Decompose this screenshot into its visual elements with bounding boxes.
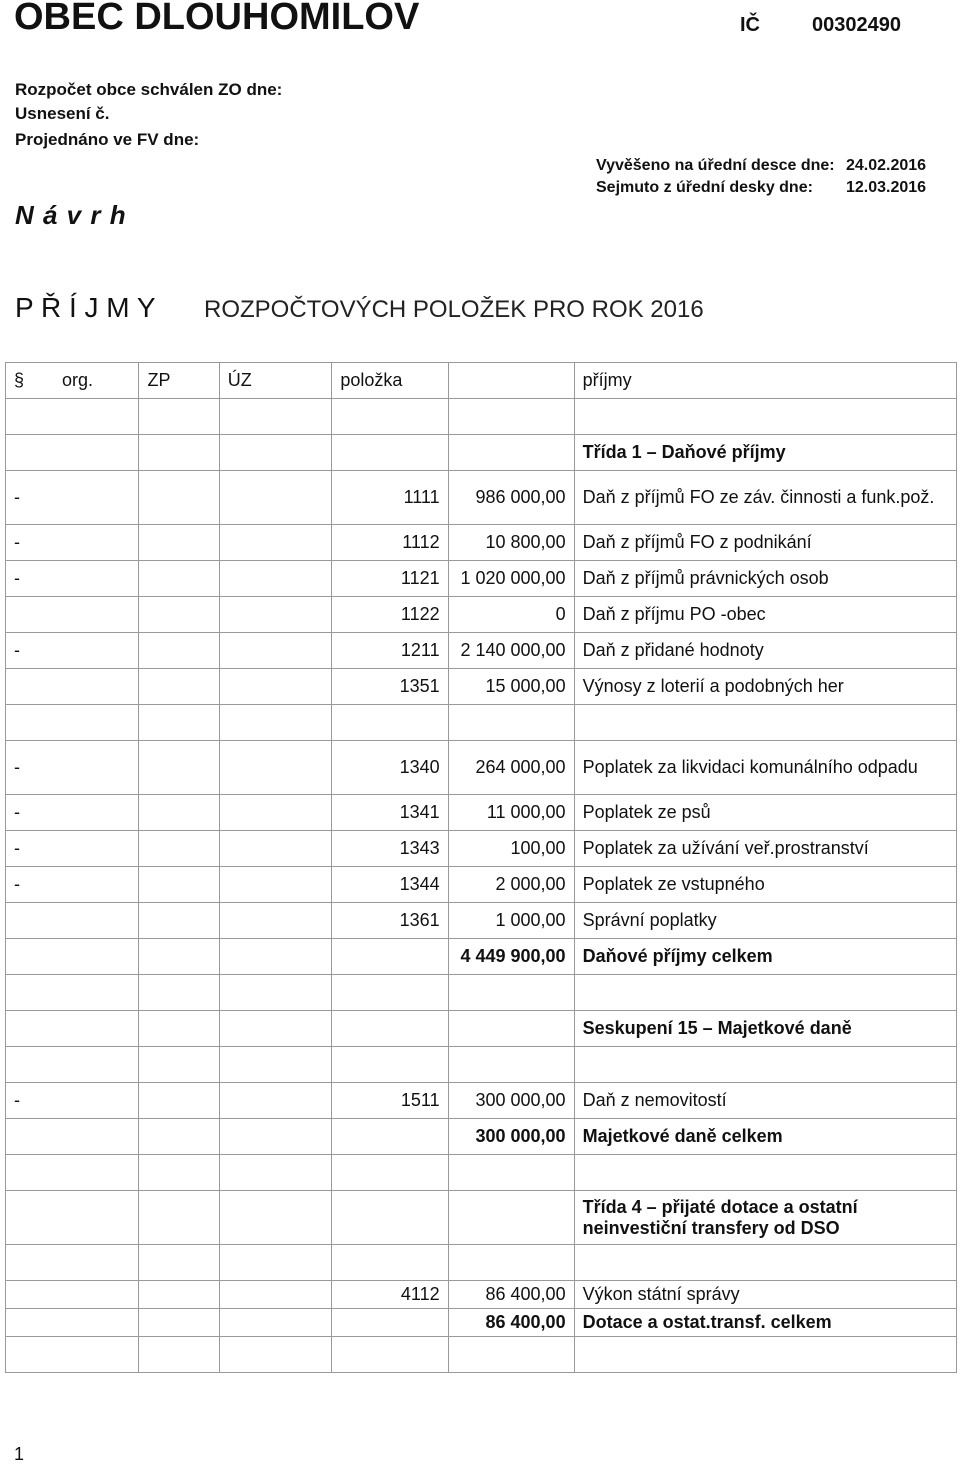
cell-desc: Poplatek za likvidaci komunálního odpadu xyxy=(574,741,956,795)
cell-pol xyxy=(332,705,448,741)
cell-dash xyxy=(6,705,139,741)
cell-dash xyxy=(6,903,139,939)
table-header-row xyxy=(6,363,957,399)
cell-empty xyxy=(219,1083,332,1119)
cell-desc: Daň z příjmu PO -obec xyxy=(574,597,956,633)
table-row xyxy=(6,1245,957,1281)
cell-empty xyxy=(219,795,332,831)
cell-pol: 4112 xyxy=(332,1281,448,1309)
cell-empty xyxy=(139,831,219,867)
table-row xyxy=(6,939,957,975)
cell-amount: 2 000,00 xyxy=(448,867,574,903)
table-row xyxy=(6,795,957,831)
cell-empty xyxy=(219,597,332,633)
cell-pol: 1211 xyxy=(332,633,448,669)
cell-amount: 1 020 000,00 xyxy=(448,561,574,597)
table-row xyxy=(6,435,957,471)
cell-dash: - xyxy=(6,867,139,903)
cell-pol: 1121 xyxy=(332,561,448,597)
cell-amount xyxy=(448,1011,574,1047)
approval-line: Rozpočet obce schválen ZO dne: xyxy=(15,80,283,99)
committee-line: Projednáno ve FV dne: xyxy=(15,130,200,149)
cell-empty xyxy=(139,1281,219,1309)
cell-empty xyxy=(139,669,219,705)
cell-amount: 0 xyxy=(448,597,574,633)
cell-empty xyxy=(139,1155,219,1191)
cell-amount xyxy=(448,1047,574,1083)
cell-empty xyxy=(219,669,332,705)
cell-amount xyxy=(448,1191,574,1245)
cell-desc xyxy=(574,1155,956,1191)
cell-desc xyxy=(574,705,956,741)
cell-desc: Dotace a ostat.transf. celkem xyxy=(574,1309,956,1337)
cell-desc: Daň z nemovitostí xyxy=(574,1083,956,1119)
cell-amount xyxy=(448,1155,574,1191)
cell-empty xyxy=(219,1337,332,1373)
table-row xyxy=(6,1119,957,1155)
cell-amount: 86 400,00 xyxy=(448,1309,574,1337)
cell-dash xyxy=(6,435,139,471)
cell-dash: - xyxy=(6,741,139,795)
cell-pol: 1351 xyxy=(332,669,448,705)
cell-amount: 4 449 900,00 xyxy=(448,939,574,975)
cell-pol xyxy=(332,435,448,471)
table-row xyxy=(6,471,957,525)
cell-dash: - xyxy=(6,795,139,831)
header-cell xyxy=(6,363,139,399)
cell-empty xyxy=(219,867,332,903)
table-row xyxy=(6,975,957,1011)
table-row xyxy=(6,1281,957,1309)
header-cell: položka xyxy=(332,363,448,399)
cell-dash: - xyxy=(6,525,139,561)
table-row xyxy=(6,1011,957,1047)
cell-empty xyxy=(219,1011,332,1047)
cell-dash xyxy=(6,939,139,975)
cell-desc: Daň z příjmů FO z podnikání xyxy=(574,525,956,561)
table-row xyxy=(6,1155,957,1191)
cell-dash: - xyxy=(6,1083,139,1119)
cell-pol xyxy=(332,1047,448,1083)
cell-pol: 1122 xyxy=(332,597,448,633)
cell-desc: Výnosy z loterií a podobných her xyxy=(574,669,956,705)
cell-desc: Daň z přidané hodnoty xyxy=(574,633,956,669)
header-cell: ÚZ xyxy=(219,363,332,399)
cell-dash xyxy=(6,1155,139,1191)
header-cell: příjmy xyxy=(574,363,956,399)
cell-empty xyxy=(139,1309,219,1337)
cell-empty xyxy=(219,741,332,795)
table-row xyxy=(6,561,957,597)
table-row xyxy=(6,1083,957,1119)
cell-desc: Daň z příjmů právnických osob xyxy=(574,561,956,597)
ico-label: IČ xyxy=(740,14,760,36)
cell-empty xyxy=(219,903,332,939)
cell-empty xyxy=(139,633,219,669)
cell-desc: Daň z příjmů FO ze záv. činnosti a funk.pož. xyxy=(574,471,956,525)
cell-amount xyxy=(448,1337,574,1373)
cell-amount xyxy=(448,705,574,741)
cell-desc xyxy=(574,399,956,435)
cell-empty xyxy=(139,471,219,525)
cell-dash: - xyxy=(6,471,139,525)
table-row xyxy=(6,597,957,633)
cell-desc: Poplatek za užívání veř.prostranství xyxy=(574,831,956,867)
cell-amount: 86 400,00 xyxy=(448,1281,574,1309)
cell-pol xyxy=(332,1337,448,1373)
cell-empty xyxy=(219,399,332,435)
cell-empty xyxy=(139,435,219,471)
cell-desc xyxy=(574,1047,956,1083)
removed-date: 12.03.2016 xyxy=(846,179,927,196)
cell-pol: 1112 xyxy=(332,525,448,561)
col-org: org. xyxy=(62,370,94,390)
cell-dash xyxy=(6,1119,139,1155)
cell-empty xyxy=(219,1155,332,1191)
cell-dash xyxy=(6,1047,139,1083)
cell-pol xyxy=(332,975,448,1011)
cell-amount xyxy=(448,435,574,471)
cell-pol: 1111 xyxy=(332,471,448,525)
table-row xyxy=(6,1191,957,1245)
cell-empty xyxy=(219,1191,332,1245)
cell-desc xyxy=(574,1245,956,1281)
page-number: 1 xyxy=(14,1444,25,1464)
cell-amount: 264 000,00 xyxy=(448,741,574,795)
cell-pol xyxy=(332,1245,448,1281)
cell-dash xyxy=(6,399,139,435)
header-cell: ZP xyxy=(139,363,219,399)
table-row xyxy=(6,1047,957,1083)
cell-empty xyxy=(219,1119,332,1155)
municipality-title: OBEC DLOUHOMILOV xyxy=(14,0,420,38)
cell-amount: 1 000,00 xyxy=(448,903,574,939)
table-row xyxy=(6,705,957,741)
cell-dash: - xyxy=(6,561,139,597)
section-title: P Ř Í J M Y xyxy=(15,292,156,323)
cell-empty xyxy=(219,939,332,975)
table-row xyxy=(6,831,957,867)
cell-empty xyxy=(219,471,332,525)
table-row xyxy=(6,525,957,561)
cell-desc xyxy=(574,975,956,1011)
table-row xyxy=(6,903,957,939)
cell-empty xyxy=(139,1191,219,1245)
cell-desc: Poplatek ze psů xyxy=(574,795,956,831)
cell-desc xyxy=(574,1337,956,1373)
cell-amount xyxy=(448,975,574,1011)
cell-desc: Výkon státní správy xyxy=(574,1281,956,1309)
cell-pol: 1344 xyxy=(332,867,448,903)
section-subtitle: ROZPOČTOVÝCH POLOŽEK PRO ROK 2016 xyxy=(204,296,704,323)
cell-empty xyxy=(139,867,219,903)
cell-amount: 986 000,00 xyxy=(448,471,574,525)
cell-pol xyxy=(332,939,448,975)
cell-empty xyxy=(219,1281,332,1309)
income-table xyxy=(5,362,957,1373)
ico-value: 00302490 xyxy=(812,14,901,36)
table-row xyxy=(6,867,957,903)
cell-amount: 300 000,00 xyxy=(448,1119,574,1155)
cell-desc: Daňové příjmy celkem xyxy=(574,939,956,975)
cell-dash: - xyxy=(6,633,139,669)
cell-dash xyxy=(6,1245,139,1281)
cell-pol: 1343 xyxy=(332,831,448,867)
cell-empty xyxy=(219,435,332,471)
cell-desc: Poplatek ze vstupného xyxy=(574,867,956,903)
table-row xyxy=(6,741,957,795)
cell-amount: 300 000,00 xyxy=(448,1083,574,1119)
table-row xyxy=(6,399,957,435)
cell-amount xyxy=(448,399,574,435)
cell-empty xyxy=(219,561,332,597)
cell-dash: - xyxy=(6,831,139,867)
cell-desc: Správní poplatky xyxy=(574,903,956,939)
cell-empty xyxy=(219,633,332,669)
posted-date: 24.02.2016 xyxy=(846,157,927,174)
cell-empty xyxy=(139,795,219,831)
resolution-line: Usnesení č. xyxy=(15,104,110,123)
cell-pol xyxy=(332,1191,448,1245)
cell-pol xyxy=(332,1309,448,1337)
table-row xyxy=(6,633,957,669)
cell-pol: 1340 xyxy=(332,741,448,795)
cell-dash xyxy=(6,669,139,705)
cell-desc: Třída 1 – Daňové příjmy xyxy=(574,435,956,471)
cell-empty xyxy=(219,705,332,741)
cell-empty xyxy=(219,1047,332,1083)
cell-pol xyxy=(332,399,448,435)
cell-empty xyxy=(139,903,219,939)
cell-desc: Majetkové daně celkem xyxy=(574,1119,956,1155)
cell-pol: 1361 xyxy=(332,903,448,939)
cell-empty xyxy=(139,1337,219,1373)
cell-pol xyxy=(332,1155,448,1191)
cell-dash xyxy=(6,1309,139,1337)
cell-empty xyxy=(219,831,332,867)
cell-amount: 2 140 000,00 xyxy=(448,633,574,669)
cell-pol xyxy=(332,1119,448,1155)
cell-amount: 15 000,00 xyxy=(448,669,574,705)
draft-label: N á v r h xyxy=(15,200,127,230)
cell-amount xyxy=(448,1245,574,1281)
cell-empty xyxy=(139,399,219,435)
cell-desc: Seskupení 15 – Majetkové daně xyxy=(574,1011,956,1047)
cell-dash xyxy=(6,975,139,1011)
table-row xyxy=(6,1309,957,1337)
cell-dash xyxy=(6,1281,139,1309)
cell-empty xyxy=(219,525,332,561)
cell-desc: Třída 4 – přijaté dotace a ostatní neinvestiční transfery od DSO xyxy=(574,1191,956,1245)
cell-empty xyxy=(219,1245,332,1281)
cell-amount: 100,00 xyxy=(448,831,574,867)
cell-amount: 10 800,00 xyxy=(448,525,574,561)
cell-amount: 11 000,00 xyxy=(448,795,574,831)
col-paragraph: § xyxy=(14,370,25,390)
cell-dash xyxy=(6,1337,139,1373)
cell-pol: 1341 xyxy=(332,795,448,831)
cell-empty xyxy=(139,1011,219,1047)
removed-label: Sejmuto z úřední desky dne: xyxy=(596,179,813,196)
cell-empty xyxy=(139,561,219,597)
table-row xyxy=(6,1337,957,1373)
cell-empty xyxy=(139,597,219,633)
cell-empty xyxy=(139,975,219,1011)
posted-label: Vyvěšeno na úřední desce dne: xyxy=(596,157,835,174)
cell-dash xyxy=(6,1011,139,1047)
cell-empty xyxy=(139,1245,219,1281)
cell-empty xyxy=(139,1119,219,1155)
cell-empty xyxy=(219,1309,332,1337)
cell-empty xyxy=(139,1083,219,1119)
table-row xyxy=(6,669,957,705)
cell-empty xyxy=(139,705,219,741)
header-cell xyxy=(448,363,574,399)
cell-empty xyxy=(139,741,219,795)
cell-empty xyxy=(139,525,219,561)
cell-empty xyxy=(139,1047,219,1083)
cell-pol: 1511 xyxy=(332,1083,448,1119)
cell-pol xyxy=(332,1011,448,1047)
cell-empty xyxy=(219,975,332,1011)
cell-dash xyxy=(6,1191,139,1245)
cell-empty xyxy=(139,939,219,975)
cell-dash xyxy=(6,597,139,633)
